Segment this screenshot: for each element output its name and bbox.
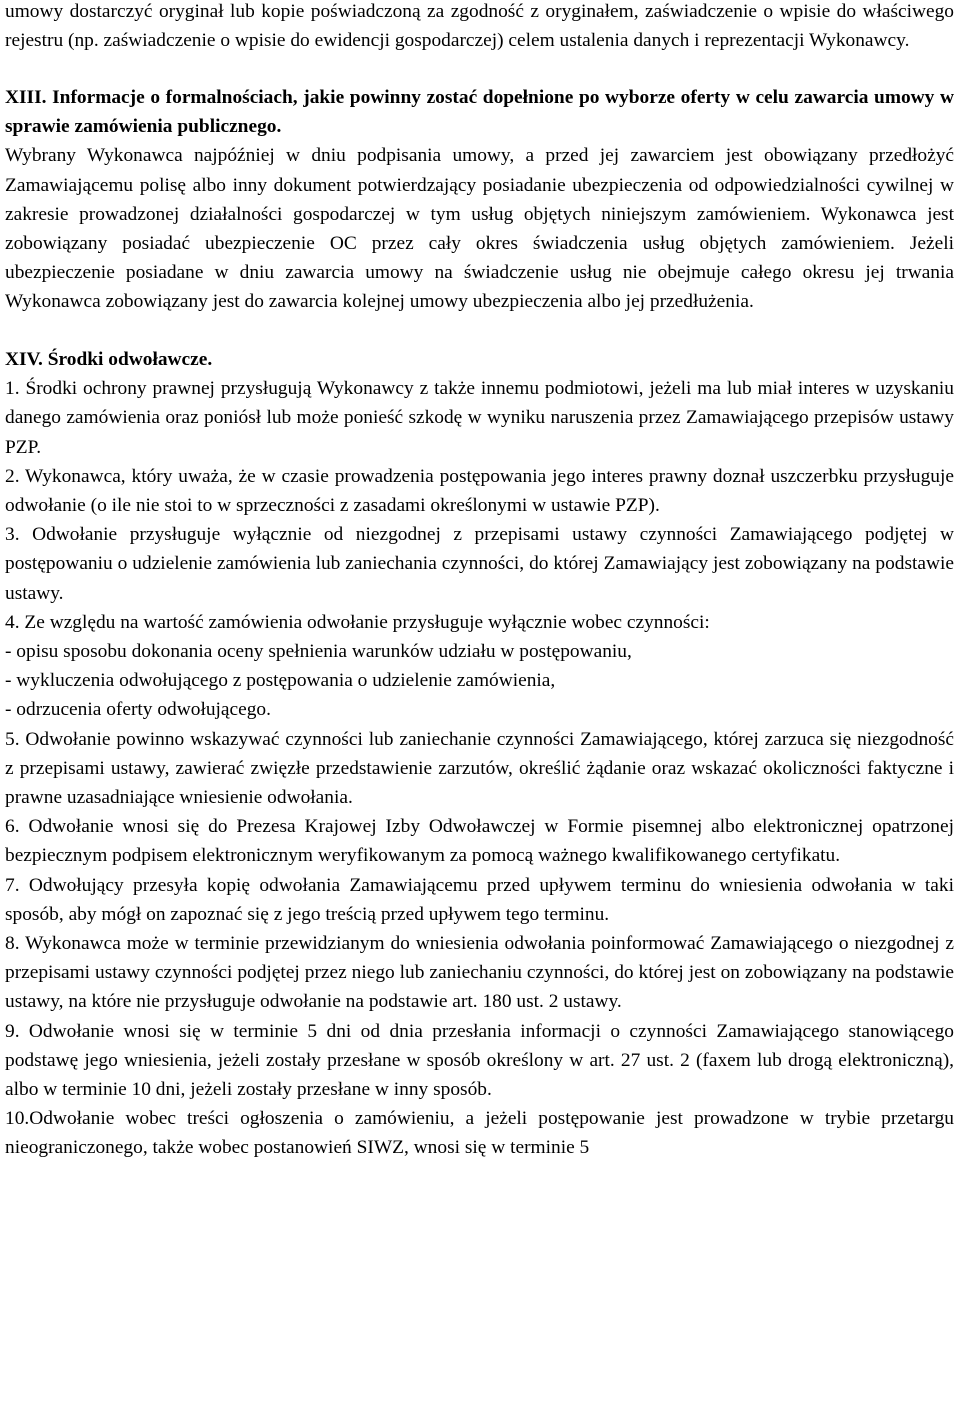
document-page xyxy=(5,0,954,1163)
intro-paragraph: umowy dostarczyć oryginał lub kopie poświadczoną za zgodność z oryginałem, zaświadczenie o wpisie do właściwego rejestru (np. zaświadczenie o wpisie do ewidencji gospodarczej) celem ustalenia danych i reprezentacji Wykonawcy. xyxy=(5,1,954,52)
list-item-2: 2. Wykonawca, który uważa, że w czasie prowadzenia postępowania jego interes prawny doznał uszczerbku przysługuje odwołanie (o ile nie stoi to w sprzeczności z zasadami określonymi w ustawie PZP). xyxy=(5,465,954,516)
list-item-5: 5. Odwołanie powinno wskazywać czynności lub zaniechanie czynności Zamawiającego, której zarzuca się niezgodność z przepisami ustawy, zawierać zwięzłe przedstawienie zarzutów, określić żądanie oraz wskazać okoliczności faktyczne i prawne uzasadniające wniesienie odwołania. xyxy=(5,728,954,808)
list-item-8: 8. Wykonawca może w terminie przewidzianym do wniesienia odwołania poinformować Zamawiającego o niezgodnej z przepisami ustawy czynności podjętej przez niego lub zaniechaniu czynności, do której jest on zobowiązany na podstawie ustawy, na które nie przysługuje odwołanie na podstawie art. 180 ust. 2 ustawy. xyxy=(5,932,954,1013)
list-item-6: 6. Odwołanie wnosi się do Prezesa Krajowej Izby Odwoławczej w Formie pisemnej albo elektronicznej opatrzonej bezpiecznym podpisem elektronicznym weryfikowanym za pomocą ważnego kwalifikowanego certyfikatu. xyxy=(5,816,954,867)
section-13-body: Wybrany Wykonawca najpóźniej w dniu podpisania umowy, a przed jej zawarciem jest obowiązany przedłożyć Zamawiającemu polisę albo inny dokument potwierdzający posiadanie ubezpieczenia od odpowiedzialności cywilnej w zakresie prowadzonej działalności gospodarczej w tym usług objętych niniejszym zamówieniem. Wykonawca jest zobowiązany posiadać ubezpieczenie OC przez cały okres świadczenia usług objętych zamówieniem. Jeżeli ubezpieczenie posiadane w dniu zawarcia umowy na świadczenie usług nie obejmuje całego okresu jej trwania Wykonawca zobowiązany jest do zawarcia kolejnej umowy ubezpieczenia albo jej przedłużenia. xyxy=(5,145,954,313)
dash-item-3: - odrzucenia oferty odwołującego. xyxy=(5,699,271,721)
list-item-7: 7. Odwołujący przesyła kopię odwołania Zamawiającemu przed upływem terminu do wniesienia odwołania w taki sposób, aby mógł on zapoznać się z jego treścią przed upływem tego terminu. xyxy=(5,874,954,925)
section-14-heading: XIV. Środki odwoławcze. xyxy=(5,348,213,370)
list-item-3: 3. Odwołanie przysługuje wyłącznie od niezgodnej z przepisami ustawy czynności Zamawiającego podjętej w postępowaniu o udzielenie zamówienia lub zaniechania czynności, do której Zamawiający jest zobowiązany na podstawie ustawy. xyxy=(5,524,954,604)
list-item-10: 10.Odwołanie wobec treści ogłoszenia o zamówieniu, a jeżeli postępowanie jest prowadzone w trybie przetargu nieograniczonego, także wobec postanowień SIWZ, wnosi się w terminie 5 xyxy=(5,1108,954,1159)
dash-item-1: - opisu sposobu dokonania oceny spełnienia warunków udziału w postępowaniu, xyxy=(5,640,632,662)
section-13-heading: XIII. Informacje o formalnościach, jakie powinny zostać dopełnione po wyborze oferty w celu zawarcia umowy w sprawie zamówienia publicznego. xyxy=(5,87,954,137)
list-item-1: 1. Środki ochrony prawnej przysługują Wykonawcy z także innemu podmiotowi, jeżeli ma lub miał interes w uzyskaniu danego zamówienia oraz poniósł lub może ponieść szkodę w wyniku naruszenia przez Zamawiającego przepisów ustawy PZP. xyxy=(5,378,954,458)
list-item-4: 4. Ze względu na wartość zamówienia odwołanie przysługuje wyłącznie wobec czynności: xyxy=(5,611,710,633)
spacer xyxy=(5,317,954,346)
dash-item-2: - wykluczenia odwołującego z postępowania o udzielenie zamówienia, xyxy=(5,670,556,692)
list-item-9: 9. Odwołanie wnosi się w terminie 5 dni od dnia przesłania informacji o czynności Zamawiającego stanowiącego podstawę jego wniesienia, jeżeli zostały przesłane w sposób określony w art. 27 ust. 2 (faxem lub drogą elektroniczną), albo w terminie 10 dni, jeżeli zostały przesłane w inny sposób. xyxy=(5,1020,954,1100)
spacer xyxy=(5,55,954,84)
